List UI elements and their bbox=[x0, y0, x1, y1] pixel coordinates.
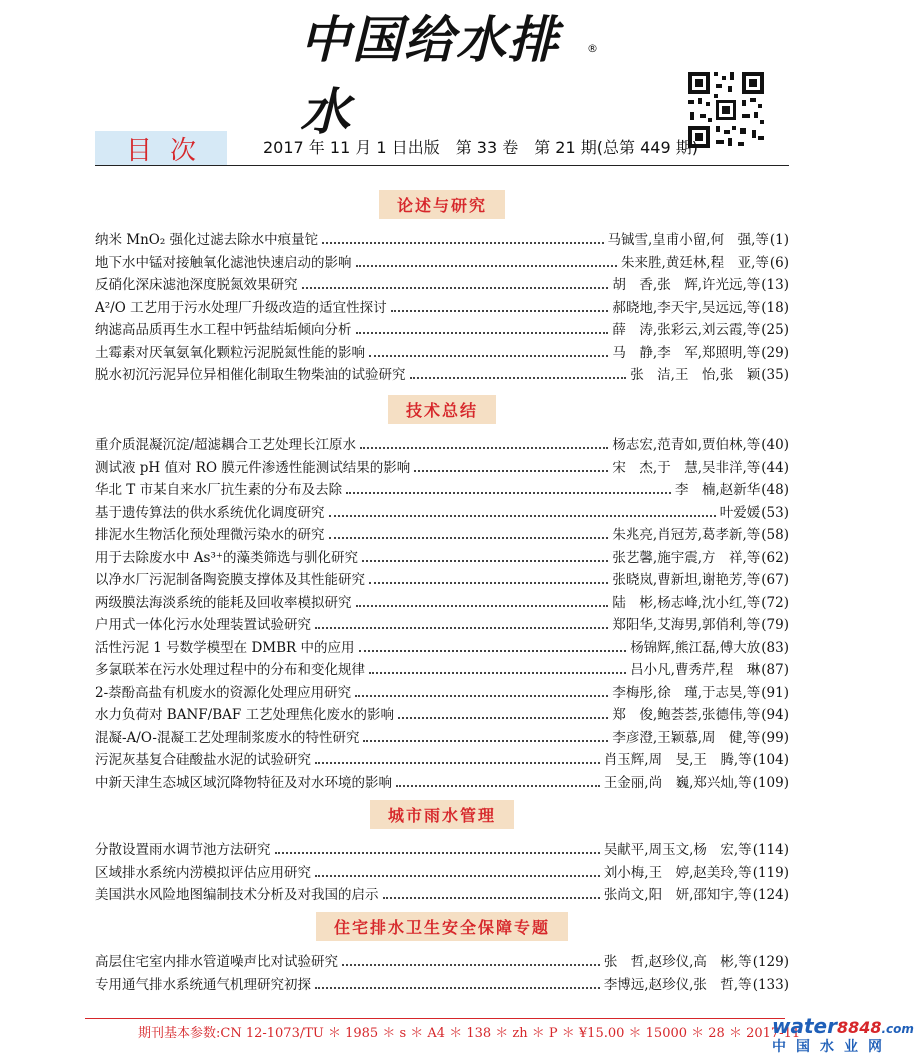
entry-authors: 肖玉辉,周 旻,王 腾,等 bbox=[603, 752, 752, 768]
leader-dots bbox=[356, 265, 618, 267]
journal-parameters: 期刊基本参数:CN 12-1073/TU ＊ 1985 ＊ s ＊ A4 ＊ 138 ＊ zh ＊ P ＊ ¥15.00 ＊ 15000 ＊ 28 ＊ 2017-11 bbox=[138, 1026, 801, 1041]
entry-authors: 朱兆亮,肖冠芳,葛孝新,等 bbox=[612, 527, 761, 543]
leader-dots bbox=[275, 852, 600, 854]
leader-dots bbox=[315, 875, 600, 877]
toc-entry[interactable] bbox=[95, 950, 789, 973]
leader-dots bbox=[396, 785, 600, 787]
entry-authors: 胡 香,张 辉,许光远,等 bbox=[612, 277, 761, 293]
leader-dots bbox=[315, 987, 600, 989]
entry-authors: 李梅彤,徐 瑾,于志昊,等 bbox=[612, 684, 761, 701]
leader-dots bbox=[363, 740, 608, 742]
entry-page: (83) bbox=[761, 639, 789, 656]
entry-authors: 李博远,赵珍仪,张 哲,等 bbox=[603, 976, 752, 993]
section-technical-summary bbox=[95, 395, 789, 793]
entry-page: (124) bbox=[752, 887, 789, 903]
entry-title: 测试液 pH 值对 RO 膜元件渗透性能测试结果的影响 bbox=[95, 459, 411, 476]
entry-authors: 张尚文,阳 妍,邵知宇,等 bbox=[603, 887, 752, 903]
toc-entry[interactable] bbox=[95, 523, 789, 546]
leader-dots bbox=[369, 582, 608, 584]
entry-page: (87) bbox=[761, 662, 789, 678]
entry-page: (1) bbox=[769, 232, 789, 248]
entry-authors: 张 哲,赵珍仪,高 彬,等 bbox=[603, 954, 752, 970]
leader-dots bbox=[329, 515, 716, 517]
entry-page: (40) bbox=[761, 437, 789, 453]
leader-dots bbox=[355, 695, 608, 697]
entry-title: 区域排水系统内涝模拟评估应用研究 bbox=[95, 864, 311, 881]
watermark-logo bbox=[772, 1014, 914, 1058]
entry-title: 专用通气排水系统通气机理研究初探 bbox=[95, 976, 311, 993]
toc-entry[interactable] bbox=[95, 363, 789, 386]
toc-entry[interactable] bbox=[95, 456, 789, 479]
leader-dots bbox=[302, 287, 609, 289]
toc-entry[interactable] bbox=[95, 726, 789, 749]
toc-entry[interactable] bbox=[95, 433, 789, 456]
toc-entry[interactable] bbox=[95, 546, 789, 569]
watermark-cn: 中国水业网 bbox=[772, 1039, 892, 1055]
entry-title: 反硝化深床滤池深度脱氮效果研究 bbox=[95, 277, 298, 293]
entry-title: 美国洪水风险地图编制技术分析及对我国的启示 bbox=[95, 887, 379, 903]
entry-title: 水力负荷对 BANF/BAF 工艺处理焦化废水的影响 bbox=[95, 707, 395, 723]
entry-page: (53) bbox=[761, 504, 789, 521]
entry-authors: 刘小梅,王 婷,赵美玲,等 bbox=[603, 864, 752, 881]
qr-code-icon bbox=[686, 70, 766, 150]
entry-title: 活性污泥 1 号数学模型在 DMBR 中的应用 bbox=[95, 639, 355, 656]
toc-entry[interactable] bbox=[95, 501, 789, 524]
journal-logo bbox=[300, 10, 600, 141]
entry-page: (129) bbox=[752, 954, 789, 970]
entry-page: (119) bbox=[752, 864, 789, 881]
watermark-suffix: .com bbox=[881, 1022, 914, 1036]
entry-authors: 李彦澄,王颖慕,周 健,等 bbox=[612, 729, 761, 746]
logo-text: 中国给水排水 bbox=[300, 10, 560, 141]
entry-title: 高层住宅室内排水管道噪声比对试验研究 bbox=[95, 954, 338, 970]
entry-title: 地下水中锰对接触氧化滤池快速启动的影响 bbox=[95, 254, 352, 271]
leader-dots bbox=[360, 447, 608, 449]
watermark-brand: water bbox=[772, 1014, 837, 1038]
entry-authors: 陆 彬,杨志峰,沈小红,等 bbox=[612, 594, 761, 611]
entry-authors: 郑阳华,艾海男,郭俏利,等 bbox=[612, 617, 761, 633]
entry-page: (72) bbox=[761, 594, 789, 611]
toc-entry[interactable] bbox=[95, 568, 789, 591]
leader-dots bbox=[410, 377, 627, 379]
entry-page: (67) bbox=[761, 572, 789, 588]
toc-entry[interactable] bbox=[95, 748, 789, 771]
entry-title: 2-萘酚高盐有机废水的资源化处理应用研究 bbox=[95, 684, 352, 701]
publication-info: 2017 年 11 月 1 日出版 第 33 卷 第 21 期(总第 449 期) bbox=[263, 138, 698, 157]
entry-authors: 张晓岚,曹新坦,谢艳芳,等 bbox=[612, 572, 761, 588]
header-divider bbox=[95, 165, 789, 166]
entry-page: (99) bbox=[761, 729, 789, 746]
entry-page: (13) bbox=[761, 277, 789, 293]
entry-authors: 吕小凡,曹秀芹,程 琳 bbox=[630, 662, 761, 678]
entry-title: 排泥水生物活化预处理微污染水的研究 bbox=[95, 527, 325, 543]
toc-entry[interactable] bbox=[95, 658, 789, 681]
watermark-number: 8848 bbox=[836, 1018, 882, 1037]
section-research bbox=[95, 190, 789, 386]
toc-entry[interactable] bbox=[95, 861, 789, 884]
entry-authors: 朱来胜,黄廷林,程 亚,等 bbox=[621, 254, 769, 271]
entry-page: (35) bbox=[761, 367, 789, 383]
entry-authors: 杨志宏,范青如,贾伯林,等 bbox=[612, 437, 761, 453]
entry-title: 户用式一体化污水处理装置试验研究 bbox=[95, 617, 311, 633]
entry-authors: 王金丽,尚 巍,郑兴灿,等 bbox=[603, 774, 752, 791]
section-heading: 论述与研究 bbox=[379, 190, 505, 219]
toc-entry[interactable] bbox=[95, 613, 789, 636]
leader-dots bbox=[359, 650, 627, 652]
toc-entry[interactable] bbox=[95, 341, 789, 364]
entry-title: 混凝-A/O-混凝工艺处理制浆废水的特性研究 bbox=[95, 729, 360, 746]
entry-page: (133) bbox=[752, 976, 789, 993]
entry-page: (62) bbox=[761, 549, 789, 566]
entry-title: 污泥灰基复合硅酸盐水泥的试验研究 bbox=[95, 752, 311, 768]
entry-title: A²/O 工艺用于污水处理厂升级改造的适宜性探讨 bbox=[95, 299, 387, 316]
leader-dots bbox=[362, 560, 608, 562]
leader-dots bbox=[329, 537, 609, 539]
entry-title: 用于去除废水中 As³⁺的藻类筛选与驯化研究 bbox=[95, 549, 359, 566]
entry-authors: 张 洁,王 怡,张 颖 bbox=[630, 367, 761, 383]
toc-label: 目次 bbox=[125, 135, 214, 166]
entry-title: 重介质混凝沉淀/超滤耦合工艺处理长江原水 bbox=[95, 437, 357, 453]
entry-title: 基于遗传算法的供水系统优化调度研究 bbox=[95, 504, 325, 521]
entry-title: 纳滤高品质再生水工程中钙盐结垢倾向分析 bbox=[95, 322, 352, 338]
entry-page: (6) bbox=[769, 254, 789, 271]
toc-entry[interactable] bbox=[95, 703, 789, 726]
leader-dots bbox=[315, 627, 608, 629]
entry-title: 两级膜法海淡系统的能耗及回收率模拟研究 bbox=[95, 594, 352, 611]
entry-page: (79) bbox=[761, 617, 789, 633]
toc-entry[interactable] bbox=[95, 636, 789, 659]
toc-entry[interactable] bbox=[95, 973, 789, 996]
entry-title: 多氯联苯在污水处理过程中的分布和变化规律 bbox=[95, 662, 365, 678]
toc-entry[interactable] bbox=[95, 838, 789, 861]
entry-page: (91) bbox=[761, 684, 789, 701]
leader-dots bbox=[356, 605, 609, 607]
entry-title: 中新天津生态城区域沉降物特征及对水环境的影响 bbox=[95, 774, 392, 791]
registered-mark: ® bbox=[587, 42, 598, 55]
toc-entry[interactable] bbox=[95, 228, 789, 251]
leader-dots bbox=[342, 964, 600, 966]
entry-authors: 薛 涛,张彩云,刘云霞,等 bbox=[612, 322, 761, 338]
toc-entry[interactable] bbox=[95, 273, 789, 296]
leader-dots bbox=[356, 332, 609, 334]
toc-entry[interactable] bbox=[95, 681, 789, 704]
entry-authors: 杨锦辉,熊江磊,傅大放 bbox=[630, 639, 761, 656]
leader-dots bbox=[322, 242, 603, 244]
toc-entry[interactable] bbox=[95, 591, 789, 614]
entry-page: (58) bbox=[761, 527, 789, 543]
entry-authors: 李 楠,赵新华 bbox=[674, 482, 761, 498]
entry-page: (94) bbox=[761, 707, 789, 723]
entry-page: (109) bbox=[752, 774, 789, 791]
entry-authors: 叶爱媛 bbox=[719, 504, 761, 521]
toc-entry[interactable] bbox=[95, 771, 789, 794]
entry-page: (48) bbox=[761, 482, 789, 498]
toc-entry[interactable] bbox=[95, 318, 789, 341]
entry-authors: 马 静,李 军,郑照明,等 bbox=[612, 344, 761, 361]
entry-page: (44) bbox=[761, 459, 789, 476]
toc-entry[interactable] bbox=[95, 296, 789, 319]
entry-authors: 吴献平,周玉文,杨 宏,等 bbox=[603, 842, 752, 858]
entry-authors: 郝晓地,李天宇,吴远远,等 bbox=[612, 299, 761, 316]
toc-entry[interactable] bbox=[95, 883, 789, 906]
entry-page: (104) bbox=[752, 752, 789, 768]
leader-dots bbox=[398, 717, 608, 719]
entry-page: (29) bbox=[761, 344, 789, 361]
toc-entry[interactable] bbox=[95, 478, 789, 501]
leader-dots bbox=[346, 492, 671, 494]
leader-dots bbox=[383, 897, 600, 899]
entry-page: (18) bbox=[761, 299, 789, 316]
section-heading: 住宅排水卫生安全保障专题 bbox=[316, 912, 568, 941]
entry-page: (114) bbox=[752, 842, 789, 858]
entry-page: (25) bbox=[761, 322, 789, 338]
leader-dots bbox=[391, 310, 609, 312]
entry-authors: 宋 杰,于 慧,吴非洋,等 bbox=[612, 459, 761, 476]
entry-title: 土霉素对厌氧氨氧化颗粒污泥脱氮性能的影响 bbox=[95, 344, 365, 361]
toc-entry[interactable] bbox=[95, 251, 789, 274]
footer-divider bbox=[85, 1018, 785, 1019]
section-residential-drainage bbox=[95, 912, 789, 995]
entry-authors: 张艺馨,施宇震,方 祥,等 bbox=[612, 549, 761, 566]
entry-title: 纳米 MnO₂ 强化过滤去除水中痕量铊 bbox=[95, 232, 319, 248]
entry-authors: 马铖雪,皇甫小留,何 强,等 bbox=[607, 232, 769, 248]
section-heading: 技术总结 bbox=[388, 395, 496, 424]
section-stormwater bbox=[95, 800, 789, 906]
entry-title: 脱水初沉污泥异位异相催化制取生物柴油的试验研究 bbox=[95, 367, 406, 383]
entry-title: 以净水厂污泥制备陶瓷膜支撑体及其性能研究 bbox=[95, 572, 365, 588]
section-heading: 城市雨水管理 bbox=[370, 800, 514, 829]
leader-dots bbox=[315, 762, 600, 764]
toc-label-box bbox=[95, 131, 227, 165]
entry-title: 分散设置雨水调节池方法研究 bbox=[95, 842, 271, 858]
entry-title: 华北 T 市某自来水厂抗生素的分布及去除 bbox=[95, 482, 343, 498]
leader-dots bbox=[414, 470, 608, 472]
leader-dots bbox=[369, 355, 608, 357]
entry-authors: 郑 俊,鲍荟荟,张德伟,等 bbox=[612, 707, 761, 723]
leader-dots bbox=[369, 672, 626, 674]
